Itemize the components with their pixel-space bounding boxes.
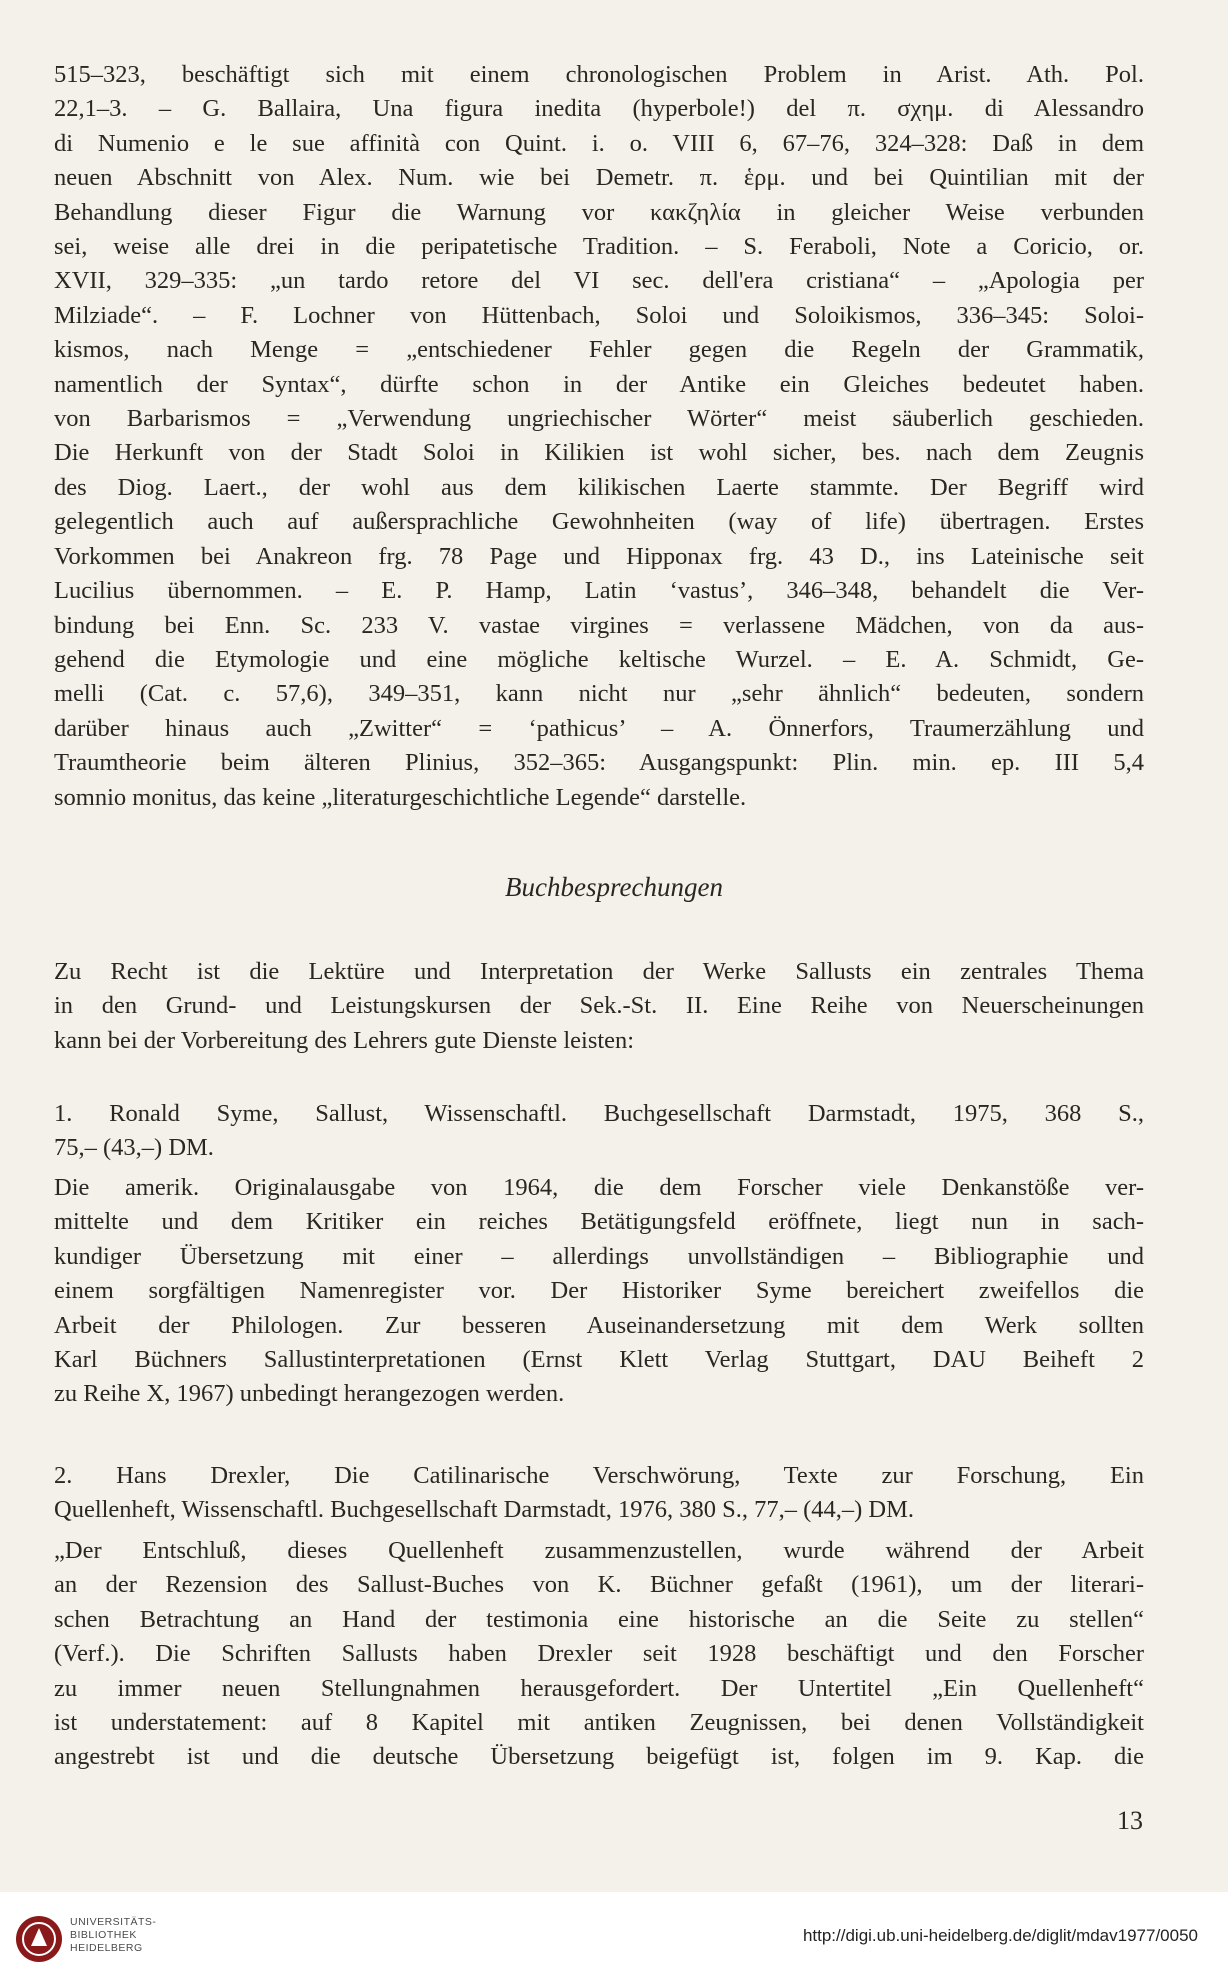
text-line: des Diog. Laert., der wohl aus dem kilikischen Laerte stammte. Der Begriff wird (54, 473, 1144, 501)
top-paragraph (54, 58, 1144, 815)
text-line: di Numenio e le sue affinità con Quint. i. o. VIII 6, 67–76, 324–328: Daß in dem (54, 129, 1144, 157)
text-line: Lucilius übernommen. – E. P. Hamp, Latin ‘vastus’, 346–348, behandelt die Ver- (54, 577, 1144, 605)
university-seal-icon (14, 1914, 64, 1964)
review-item-2-citation (54, 1459, 1144, 1528)
review-item-2-body (54, 1534, 1144, 1775)
text-line: darüber hinaus auch „Zwitter“ = ‘pathicus’ – A. Önnerfors, Traumerzählung und (54, 714, 1144, 742)
text-line: Behandlung dieser Figur die Warnung vor κακζηλία in gleicher Weise verbunden (54, 198, 1144, 226)
text-line: 1. Ronald Syme, Sallust, Wissenschaftl. Buchgesellschaft Darmstadt, 1975, 368 S., (54, 1100, 1144, 1127)
text-line: Zu Recht ist die Lektüre und Interpretation der Werke Sallusts ein zentrales Thema (54, 958, 1144, 985)
text-line: kismos, nach Menge = „entschiedener Fehler gegen die Regeln der Grammatik, (54, 336, 1144, 364)
review-item-1-citation (54, 1097, 1144, 1166)
text-line: Die Herkunft von der Stadt Soloi in Kilikien ist wohl sicher, bes. nach dem Zeugnis (54, 439, 1144, 467)
section-heading: Buchbesprechungen (505, 872, 723, 902)
text-line: Die amerik. Originalausgabe von 1964, die dem Forscher viele Denkanstöße ver- (54, 1174, 1144, 1201)
page-number: 13 (1117, 1806, 1143, 1835)
intro-paragraph (54, 955, 1144, 1058)
footer-bar (0, 1892, 1228, 1981)
text-line: gelegentlich auch auf außersprachliche Gewohnheiten (way of life) übertragen. Erstes (54, 508, 1144, 536)
text-line: schen Betrachtung an Hand der testimonia eine historische an die Seite zu stellen“ (54, 1605, 1144, 1633)
text-line: neuen Abschnitt von Alex. Num. wie bei Demetr. π. ἑρμ. und bei Quintilian mit der (54, 164, 1144, 192)
text-line: angestrebt ist und die deutsche Übersetzung beigefügt ist, folgen im 9. Kap. die (54, 1743, 1144, 1771)
text-line: melli (Cat. c. 57,6), 349–351, kann nicht nur „sehr ähnlich“ bedeuten, sondern (54, 680, 1144, 708)
text-line: kann bei der Vorbereitung des Lehrers gute Dienste leisten: (54, 1026, 635, 1054)
text-line: mittelte und dem Kritiker ein reiches Betätigungsfeld eröffnete, liegt nun in sach- (54, 1208, 1144, 1236)
text-line: Vorkommen bei Anakreon frg. 78 Page und Hipponax frg. 43 D., ins Lateinische seit (54, 542, 1144, 570)
library-name-line: HEIDELBERG (70, 1942, 143, 1954)
text-line: sei, weise alle drei in die peripatetische Tradition. – S. Feraboli, Note a Coricio, or. (54, 233, 1144, 261)
text-line: 75,– (43,–) DM. (54, 1134, 214, 1162)
text-line: von Barbarismos = „Verwendung ungriechischer Wörter“ meist säuberlich geschieden. (54, 405, 1144, 433)
library-name-line: BIBLIOTHEK (70, 1929, 137, 1941)
text-line: Milziade“. – F. Lochner von Hüttenbach, Soloi und Soloikismos, 336–345: Soloi- (54, 301, 1144, 329)
text-line: gehend die Etymologie und eine mögliche keltische Wurzel. – E. A. Schmidt, Ge- (54, 645, 1144, 673)
text-line: Karl Büchners Sallustinterpretationen (Ernst Klett Verlag Stuttgart, DAU Beiheft 2 (54, 1346, 1144, 1374)
text-line: ist understatement: auf 8 Kapitel mit antiken Zeugnissen, bei denen Vollständigkeit (54, 1709, 1144, 1737)
text-line: XVII, 329–335: „un tardo retore del VI sec. dell'era cristiana“ – „Apologia per (54, 267, 1144, 295)
text-line: 515–323, beschäftigt sich mit einem chronologischen Problem in Arist. Ath. Pol. (54, 61, 1144, 88)
text-line: namentlich der Syntax“, dürfte schon in der Antike ein Gleiches bedeutet haben. (54, 370, 1144, 398)
text-line: 2. Hans Drexler, Die Catilinarische Verschwörung, Texte zur Forschung, Ein (54, 1462, 1144, 1489)
text-line: „Der Entschluß, dieses Quellenheft zusammenzustellen, wurde während der Arbeit (54, 1537, 1144, 1564)
text-line: somnio monitus, das keine „literaturgeschichtliche Legende“ darstelle. (54, 783, 747, 811)
text-line: 22,1–3. – G. Ballaira, Una figura inedita (hyperbole!) del π. σχημ. di Alessandro (54, 95, 1144, 123)
text-line: Quellenheft, Wissenschaftl. Buchgesellschaft Darmstadt, 1976, 380 S., 77,– (44,–) DM. (54, 1496, 914, 1524)
text-line: zu Reihe X, 1967) unbedingt herangezogen werden. (54, 1380, 565, 1408)
library-name-line: UNIVERSITÄTS- (70, 1916, 157, 1928)
text-line: Arbeit der Philologen. Zur besseren Auseinandersetzung mit dem Werk sollten (54, 1311, 1144, 1339)
review-item-1-body (54, 1171, 1144, 1412)
source-url-link[interactable]: http://digi.ub.uni-heidelberg.de/diglit/mdav1977/0050 (802, 1926, 1198, 1945)
text-line: Traumtheorie beim älteren Plinius, 352–365: Ausgangspunkt: Plin. min. ep. III 5,4 (54, 749, 1144, 777)
text-line: bindung bei Enn. Sc. 233 V. vastae virgines = verlassene Mädchen, von da aus- (54, 611, 1144, 639)
text-line: zu immer neuen Stellungnahmen herausgefordert. Der Untertitel „Ein Quellenheft“ (54, 1674, 1144, 1702)
text-line: kundiger Übersetzung mit einer – allerdings unvollständigen – Bibliographie und (54, 1242, 1144, 1270)
library-name (70, 1916, 156, 1955)
text-line: in den Grund- und Leistungskursen der Sek.-St. II. Eine Reihe von Neuerscheinungen (54, 992, 1144, 1020)
text-line: an der Rezension des Sallust-Buches von K. Büchner gefaßt (1961), um der literari- (54, 1571, 1144, 1599)
text-line: (Verf.). Die Schriften Sallusts haben Drexler seit 1928 beschäftigt und den Forscher (54, 1640, 1144, 1668)
text-line: einem sorgfältigen Namenregister vor. Der Historiker Syme bereichert zweifellos die (54, 1277, 1144, 1305)
